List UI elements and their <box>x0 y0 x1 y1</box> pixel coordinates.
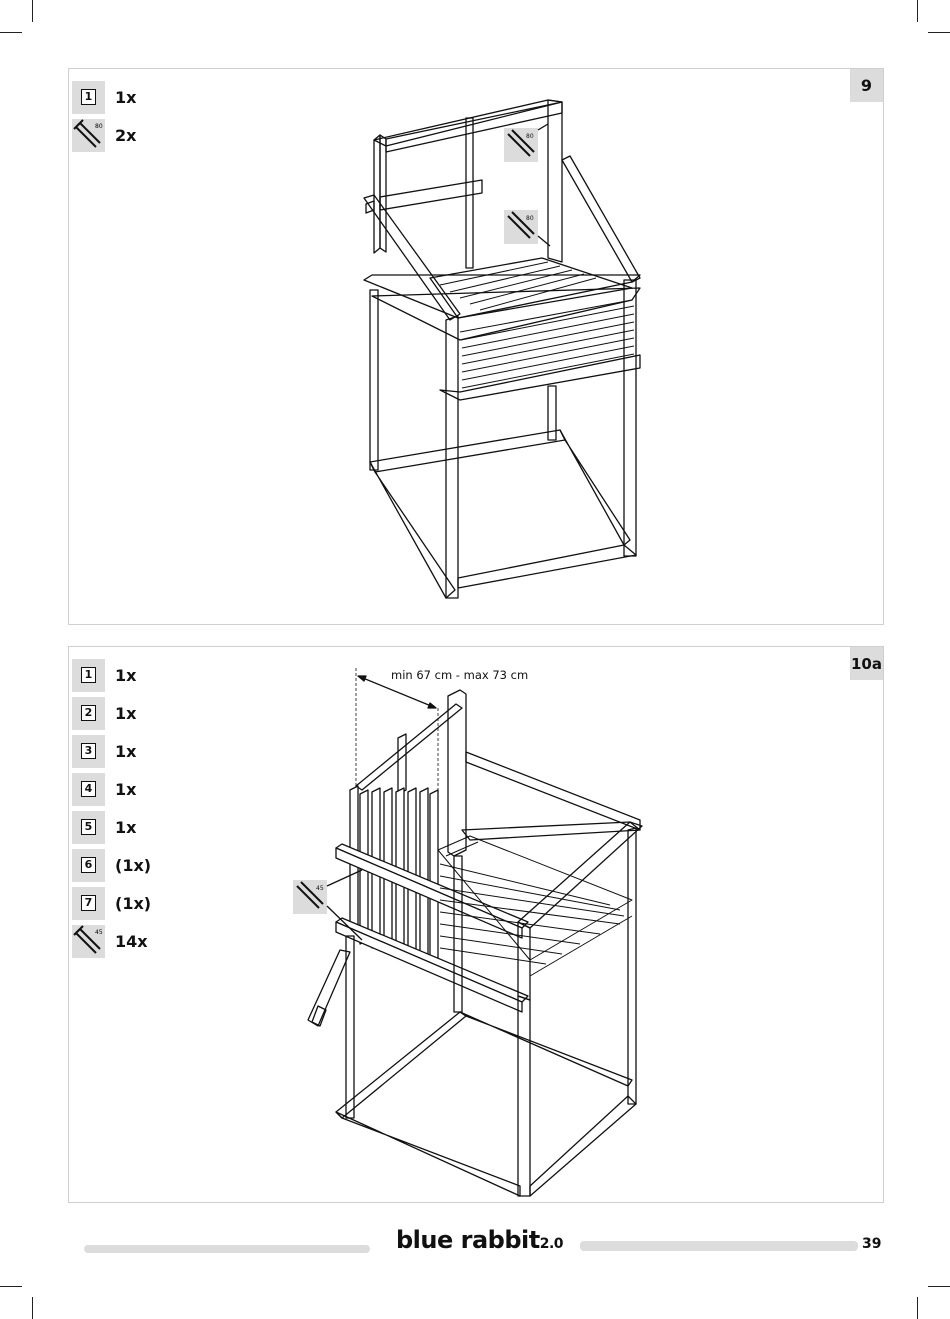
part-quantity: 1x <box>115 87 137 107</box>
brand-name: blue rabbit <box>396 1226 540 1254</box>
footer-bar-left <box>84 1245 370 1253</box>
part-number: 2 <box>81 705 96 721</box>
part-quantity: (1x) <box>115 893 152 913</box>
screw-size: 80 <box>95 122 103 130</box>
screw-callout-label: 80 <box>526 215 534 222</box>
part-number: 7 <box>81 895 96 911</box>
screw-size: 45 <box>95 928 103 936</box>
part-number: 5 <box>81 819 96 835</box>
step-number: 9 <box>850 69 883 102</box>
screw-callout-label: 45 <box>316 885 324 892</box>
part-quantity: 2x <box>115 125 137 145</box>
screw-callout-label: 80 <box>526 133 534 140</box>
part-number: 4 <box>81 781 96 797</box>
brand-version: 2.0 <box>539 1236 564 1252</box>
part-quantity: 1x <box>115 817 137 837</box>
brand-logo <box>396 1226 563 1254</box>
part-number: 1 <box>81 667 96 683</box>
page-number: 39 <box>862 1236 882 1252</box>
footer-bar-right <box>580 1241 858 1251</box>
part-quantity: 1x <box>115 779 137 799</box>
part-number: 3 <box>81 743 96 759</box>
part-quantity: 1x <box>115 741 137 761</box>
part-quantity: 1x <box>115 665 137 685</box>
step-number: 10a <box>850 647 883 680</box>
part-quantity: 1x <box>115 703 137 723</box>
part-number: 1 <box>81 89 96 105</box>
part-quantity: 14x <box>115 931 148 951</box>
dimension-label: min 67 cm - max 73 cm <box>391 668 529 682</box>
part-quantity: (1x) <box>115 855 152 875</box>
part-number: 6 <box>81 857 96 873</box>
